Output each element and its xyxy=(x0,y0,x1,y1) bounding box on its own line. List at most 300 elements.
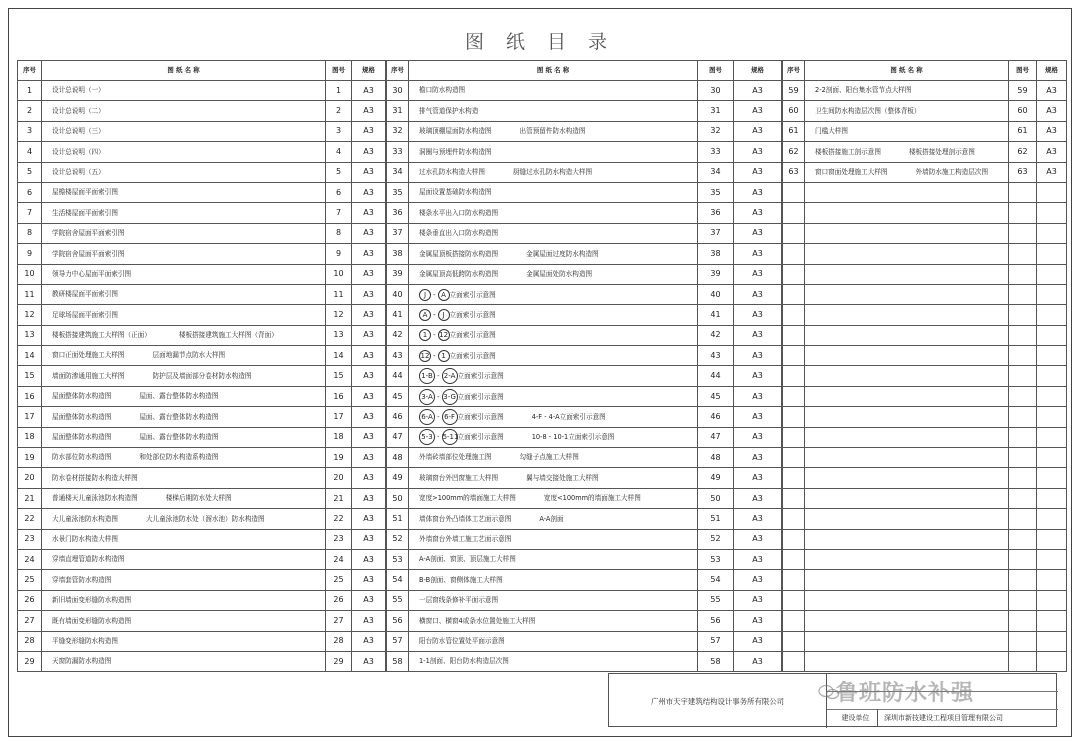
drawing-number: 23 xyxy=(326,529,352,549)
drawing-number: 63 xyxy=(1009,162,1037,182)
row-name xyxy=(42,101,326,121)
row-name xyxy=(409,468,698,488)
table-row xyxy=(387,121,782,141)
header-num: 图号 xyxy=(1009,61,1037,81)
drawing-number: 62 xyxy=(1009,142,1037,162)
row-number: 31 xyxy=(387,101,409,121)
axis-dash: - xyxy=(431,351,438,360)
drawing-number: 28 xyxy=(326,631,352,651)
drawing-name: 外墙砖墙部位处理施工图 xyxy=(419,453,492,462)
axis-dash: - xyxy=(435,433,442,442)
drawing-name: 屋面整体防水构造图 xyxy=(52,433,112,442)
drawing-name: 金属屋顶板搭接防水构造图 xyxy=(419,249,499,258)
row-name xyxy=(42,427,326,447)
row-number xyxy=(783,203,805,223)
axis-circle: 1 xyxy=(419,329,431,341)
drawing-name: B-B剖面、窗侧体施工大样图 xyxy=(419,575,503,584)
drawing-name: 立面索引示意图 xyxy=(457,433,504,442)
table-row xyxy=(387,448,782,468)
sheet-size: A3 xyxy=(734,509,782,529)
drawing-name: 窗口正面处理施工大样图 xyxy=(52,351,125,360)
drawing-number xyxy=(1009,386,1037,406)
row-number: 15 xyxy=(18,366,42,386)
row-number: 34 xyxy=(387,162,409,182)
row-number xyxy=(783,631,805,651)
axis-circle: 1 xyxy=(438,350,450,362)
row-name xyxy=(805,570,1009,590)
drawing-name: 宽度>100mm的墙面施工大样图 xyxy=(419,494,516,503)
table-row xyxy=(387,611,782,631)
row-name xyxy=(409,448,698,468)
row-name xyxy=(409,325,698,345)
row-name xyxy=(42,366,326,386)
table-row xyxy=(18,570,386,590)
sheet-size: A3 xyxy=(352,223,386,243)
table-row xyxy=(18,101,386,121)
table-row xyxy=(18,468,386,488)
axis-range: 4-F - 4-A xyxy=(531,412,560,421)
sheet-size: A3 xyxy=(734,325,782,345)
row-number xyxy=(783,529,805,549)
empty-row xyxy=(783,325,1067,345)
row-number: 20 xyxy=(18,468,42,488)
drawing-number: 55 xyxy=(698,590,734,610)
row-name xyxy=(409,488,698,508)
drawing-name-secondary: 出管预留件防水构造图 xyxy=(519,127,586,136)
empty-row xyxy=(783,488,1067,508)
axis-circle: 12 xyxy=(420,351,430,360)
row-number: 62 xyxy=(783,142,805,162)
row-name xyxy=(805,427,1009,447)
row-number xyxy=(783,284,805,304)
row-number: 16 xyxy=(18,386,42,406)
row-name xyxy=(42,162,326,182)
row-name xyxy=(805,611,1009,631)
table-row xyxy=(783,81,1067,101)
row-name xyxy=(805,162,1009,182)
empty-row xyxy=(783,549,1067,569)
sheet-size xyxy=(1037,407,1067,427)
drawing-name-secondary: 层面地漏节点防水大样图 xyxy=(152,351,226,360)
table-row xyxy=(783,142,1067,162)
directory-table-1 xyxy=(17,60,386,672)
row-name xyxy=(409,162,698,182)
row-number: 29 xyxy=(18,651,42,671)
sheet-size: A3 xyxy=(352,631,386,651)
drawing-name: 排气管道保护水构造 xyxy=(419,106,479,115)
axis-dash: - xyxy=(431,331,438,340)
empty-row xyxy=(783,427,1067,447)
row-number: 11 xyxy=(18,284,42,304)
row-number: 17 xyxy=(18,407,42,427)
sheet-size: A3 xyxy=(1037,162,1067,182)
drawing-number xyxy=(1009,244,1037,264)
drawing-name: A-A剖面、窗顶、顶层施工大样图 xyxy=(419,555,516,564)
axis-circle: A xyxy=(419,309,431,321)
table-row xyxy=(387,386,782,406)
drawing-number: 16 xyxy=(326,386,352,406)
drawing-name: 学院宿舍屋面平面索引图 xyxy=(52,229,125,238)
row-name xyxy=(409,101,698,121)
table-row xyxy=(387,407,782,427)
row-name xyxy=(409,264,698,284)
table-row xyxy=(18,305,386,325)
row-number: 13 xyxy=(18,325,42,345)
drawing-name: 洞圈与预埋件防水构造图 xyxy=(419,147,492,156)
table-row xyxy=(387,244,782,264)
drawing-number xyxy=(1009,407,1037,427)
sheet-size xyxy=(1037,529,1067,549)
sheet-size: A3 xyxy=(352,81,386,101)
row-name xyxy=(805,244,1009,264)
row-name xyxy=(805,142,1009,162)
drawing-number: 19 xyxy=(326,448,352,468)
row-number: 53 xyxy=(387,549,409,569)
drawing-number xyxy=(1009,590,1037,610)
row-name xyxy=(409,81,698,101)
sheet-size xyxy=(1037,611,1067,631)
drawing-number: 47 xyxy=(698,427,734,447)
sheet-size: A3 xyxy=(734,142,782,162)
row-number xyxy=(783,590,805,610)
table-row xyxy=(387,284,782,304)
row-number: 19 xyxy=(18,448,42,468)
drawing-name: 既有墙面变形缝防水构造图 xyxy=(52,616,132,625)
drawing-number: 34 xyxy=(698,162,734,182)
sheet-size: A3 xyxy=(352,162,386,182)
row-number: 30 xyxy=(387,81,409,101)
row-number xyxy=(783,448,805,468)
drawing-number: 38 xyxy=(698,244,734,264)
drawing-name: 横窗口、横窗4或条水位置处施工大样图 xyxy=(419,616,536,625)
drawing-name: 设计总说明（四） xyxy=(52,147,105,156)
drawing-number: 15 xyxy=(326,366,352,386)
row-number xyxy=(783,509,805,529)
sheet-size: A3 xyxy=(352,448,386,468)
table-row xyxy=(387,346,782,366)
drawing-name: 天窗防漏防水构造图 xyxy=(52,657,112,666)
sheet-size: A3 xyxy=(734,366,782,386)
drawing-name: 墙体窗台外凸墙体工艺面示意图 xyxy=(419,514,512,523)
drawing-name: 普通楼天儿童泳池防水构造图 xyxy=(52,494,138,503)
table-row xyxy=(387,203,782,223)
drawing-name-secondary: 翼与墙交接处施工大样图 xyxy=(526,473,599,482)
drawing-name: 领导力中心屋面平面索引图 xyxy=(52,269,132,278)
row-name xyxy=(42,611,326,631)
row-number: 3 xyxy=(18,121,42,141)
sheet-size: A3 xyxy=(734,284,782,304)
table-row xyxy=(18,590,386,610)
drawing-number: 13 xyxy=(326,325,352,345)
drawing-number: 17 xyxy=(326,407,352,427)
sheet-size: A3 xyxy=(352,121,386,141)
sheet-size: A3 xyxy=(352,611,386,631)
drawing-number xyxy=(1009,611,1037,631)
sheet-size: A3 xyxy=(352,468,386,488)
row-name xyxy=(42,203,326,223)
page-title: 图 纸 目 录 xyxy=(464,31,616,53)
drawing-number xyxy=(1009,468,1037,488)
row-number: 45 xyxy=(387,386,409,406)
drawing-name: 立面索引示意图 xyxy=(457,412,504,421)
header-no: 序号 xyxy=(387,61,409,81)
row-name xyxy=(42,549,326,569)
table-row xyxy=(18,611,386,631)
drawing-name-secondary: 勾缝子点施工大样图 xyxy=(519,453,579,462)
row-name xyxy=(805,81,1009,101)
sheet-size xyxy=(1037,223,1067,243)
sheet-size xyxy=(1037,386,1067,406)
row-number xyxy=(783,223,805,243)
table-row xyxy=(387,590,782,610)
sheet-size xyxy=(1037,590,1067,610)
table-row xyxy=(18,325,386,345)
drawing-number: 2 xyxy=(326,101,352,121)
directory-table-2 xyxy=(386,60,782,672)
sheet-size xyxy=(1037,182,1067,202)
row-name xyxy=(42,81,326,101)
drawing-name-secondary: 楼梯后期防水处大样图 xyxy=(165,494,232,503)
row-number xyxy=(783,488,805,508)
sheet-size: A3 xyxy=(352,203,386,223)
drawing-number: 11 xyxy=(326,284,352,304)
drawing-number: 3 xyxy=(326,121,352,141)
row-name xyxy=(409,611,698,631)
row-number xyxy=(783,570,805,590)
drawing-number: 31 xyxy=(698,101,734,121)
row-name xyxy=(42,590,326,610)
drawing-name: 门槛大样图 xyxy=(815,127,848,136)
row-number xyxy=(783,366,805,386)
sheet-size: A3 xyxy=(352,284,386,304)
drawing-number: 49 xyxy=(698,468,734,488)
row-name xyxy=(409,203,698,223)
empty-row xyxy=(783,529,1067,549)
axis-dash: - xyxy=(431,290,438,299)
sheet-size: A3 xyxy=(734,223,782,243)
sheet-size: A3 xyxy=(352,386,386,406)
drawing-number: 51 xyxy=(698,509,734,529)
row-number: 59 xyxy=(783,81,805,101)
row-number: 21 xyxy=(18,488,42,508)
drawing-name: 楼板搭接建筑施工大样图（正面） xyxy=(52,331,151,340)
sheet-size: A3 xyxy=(734,590,782,610)
row-name xyxy=(409,386,698,406)
drawing-name-secondary: 金属屋面过度防水构造图 xyxy=(526,249,599,258)
empty-row xyxy=(783,468,1067,488)
drawing-name: 金属屋顶高低跨防水构造图 xyxy=(419,269,499,278)
row-number: 9 xyxy=(18,244,42,264)
drawing-number: 39 xyxy=(698,264,734,284)
row-name xyxy=(42,529,326,549)
row-number xyxy=(783,325,805,345)
drawing-number xyxy=(1009,570,1037,590)
drawing-number: 48 xyxy=(698,448,734,468)
row-name xyxy=(805,631,1009,651)
sheet-size: A3 xyxy=(352,142,386,162)
drawing-number xyxy=(1009,509,1037,529)
row-name xyxy=(42,468,326,488)
row-number xyxy=(783,305,805,325)
drawing-number xyxy=(1009,427,1037,447)
row-number: 50 xyxy=(387,488,409,508)
watermark: 鲁班防水补强 xyxy=(836,681,975,706)
sheet-size: A3 xyxy=(352,407,386,427)
header-no: 序号 xyxy=(783,61,805,81)
table-row xyxy=(783,101,1067,121)
sheet-size: A3 xyxy=(352,346,386,366)
drawing-number: 44 xyxy=(698,366,734,386)
drawing-name: 屋檐楼屋面平面索引图 xyxy=(52,188,118,197)
table-row xyxy=(18,223,386,243)
drawing-name-secondary: 防护层及墙面部分卷材防水构造图 xyxy=(152,371,252,380)
sheet-size: A3 xyxy=(734,101,782,121)
drawing-name: 设计总说明（一） xyxy=(52,86,105,95)
sheet-size xyxy=(1037,264,1067,284)
axis-circle: 6-F xyxy=(442,409,458,425)
table-row xyxy=(387,182,782,202)
drawing-name: 足球场屋面平面索引图 xyxy=(52,310,118,319)
drawing-name: 平缝变形缝防水构造图 xyxy=(52,636,118,645)
drawing-name: 设计总说明（三） xyxy=(52,127,105,136)
drawing-number: 26 xyxy=(326,590,352,610)
drawing-number: 54 xyxy=(698,570,734,590)
drawing-name: 穿墙套管防水构造图 xyxy=(52,575,112,584)
row-name xyxy=(409,407,698,427)
row-name xyxy=(409,427,698,447)
drawing-number: 8 xyxy=(326,223,352,243)
row-name xyxy=(42,407,326,427)
row-name xyxy=(805,651,1009,671)
row-name xyxy=(409,529,698,549)
sheet-size: A3 xyxy=(352,182,386,202)
drawing-name: 立面索引示意图 xyxy=(457,372,504,381)
row-number: 57 xyxy=(387,631,409,651)
row-number: 54 xyxy=(387,570,409,590)
row-number: 43 xyxy=(387,346,409,366)
sheet-size: A3 xyxy=(352,305,386,325)
row-name xyxy=(409,244,698,264)
row-name xyxy=(42,182,326,202)
row-name xyxy=(409,509,698,529)
table-row xyxy=(18,448,386,468)
empty-row xyxy=(783,244,1067,264)
row-number: 61 xyxy=(783,121,805,141)
row-name xyxy=(805,182,1009,202)
row-number: 46 xyxy=(387,407,409,427)
row-number: 22 xyxy=(18,509,42,529)
drawing-name: 防水部位防水构造图 xyxy=(52,453,112,462)
sheet-size: A3 xyxy=(352,427,386,447)
table-row xyxy=(387,529,782,549)
row-number xyxy=(783,407,805,427)
header-name: 图 纸 名 称 xyxy=(805,61,1009,81)
drawing-name-secondary: A-A剖面 xyxy=(539,514,564,523)
drawing-number xyxy=(1009,631,1037,651)
sheet-size: A3 xyxy=(734,264,782,284)
empty-row xyxy=(783,305,1067,325)
drawing-name: 屋面设置基础防水构造图 xyxy=(419,188,492,197)
row-name xyxy=(42,386,326,406)
row-name xyxy=(805,407,1009,427)
drawing-number: 24 xyxy=(326,549,352,569)
empty-row xyxy=(783,346,1067,366)
sheet-size xyxy=(1037,244,1067,264)
header-num: 图号 xyxy=(698,61,734,81)
sheet-size: A3 xyxy=(734,182,782,202)
row-number xyxy=(783,651,805,671)
row-name xyxy=(805,223,1009,243)
axis-dash: - xyxy=(435,412,442,421)
drawing-name: 学院宿舍屋面平面索引图 xyxy=(52,249,125,258)
axis-range: 10-8 - 10-1 xyxy=(531,433,569,442)
sheet-size xyxy=(1037,203,1067,223)
row-name xyxy=(42,631,326,651)
sheet-size xyxy=(1037,651,1067,671)
drawing-number: 40 xyxy=(698,284,734,304)
row-name xyxy=(409,570,698,590)
sheet-size: A3 xyxy=(352,366,386,386)
drawing-number: 25 xyxy=(326,570,352,590)
sheet-size: A3 xyxy=(734,203,782,223)
table-row xyxy=(387,325,782,345)
row-name xyxy=(805,448,1009,468)
row-name xyxy=(805,366,1009,386)
drawing-number xyxy=(1009,366,1037,386)
axis-circle: 6-A xyxy=(419,409,435,425)
row-number xyxy=(783,386,805,406)
drawing-number xyxy=(1009,651,1037,671)
drawing-name-secondary: 外墙防水施工构造层次图 xyxy=(915,167,989,176)
row-name xyxy=(42,284,326,304)
row-number: 32 xyxy=(387,121,409,141)
table-row xyxy=(387,264,782,284)
drawing-name: 阳台防水管位置处平面示意图 xyxy=(419,636,505,645)
sheet-size: A3 xyxy=(734,549,782,569)
row-number: 8 xyxy=(18,223,42,243)
drawing-name-secondary: 立面索引示意图 xyxy=(559,412,606,421)
drawing-number xyxy=(1009,529,1037,549)
row-name xyxy=(42,305,326,325)
table-row xyxy=(18,549,386,569)
drawing-name: 玻璃顶棚屋面防水构造图 xyxy=(419,127,492,136)
row-number: 39 xyxy=(387,264,409,284)
empty-row xyxy=(783,611,1067,631)
sheet-size: A3 xyxy=(352,509,386,529)
drawing-name: 设计总说明（二） xyxy=(52,106,105,115)
row-name xyxy=(42,244,326,264)
sheet-size: A3 xyxy=(734,448,782,468)
table-row xyxy=(18,81,386,101)
drawing-name: 2-2剖面、阳台集水管节点大样图 xyxy=(815,86,912,95)
axis-circle: 2-A xyxy=(442,368,458,384)
drawing-name: 楼板搭接施工剖示意图 xyxy=(815,147,881,156)
row-number xyxy=(783,427,805,447)
empty-row xyxy=(783,284,1067,304)
row-name xyxy=(805,549,1009,569)
table-row xyxy=(18,488,386,508)
row-name xyxy=(42,651,326,671)
row-name xyxy=(42,142,326,162)
drawing-name-secondary: 金属屋面处防水构造图 xyxy=(526,269,593,278)
row-number: 25 xyxy=(18,570,42,590)
drawing-number: 41 xyxy=(698,305,734,325)
row-number: 14 xyxy=(18,346,42,366)
row-number: 38 xyxy=(387,244,409,264)
drawing-name-secondary: 立面索引示意图 xyxy=(568,433,615,442)
drawing-name: 设计总说明（五） xyxy=(52,167,105,176)
axis-dash: - xyxy=(435,372,442,381)
